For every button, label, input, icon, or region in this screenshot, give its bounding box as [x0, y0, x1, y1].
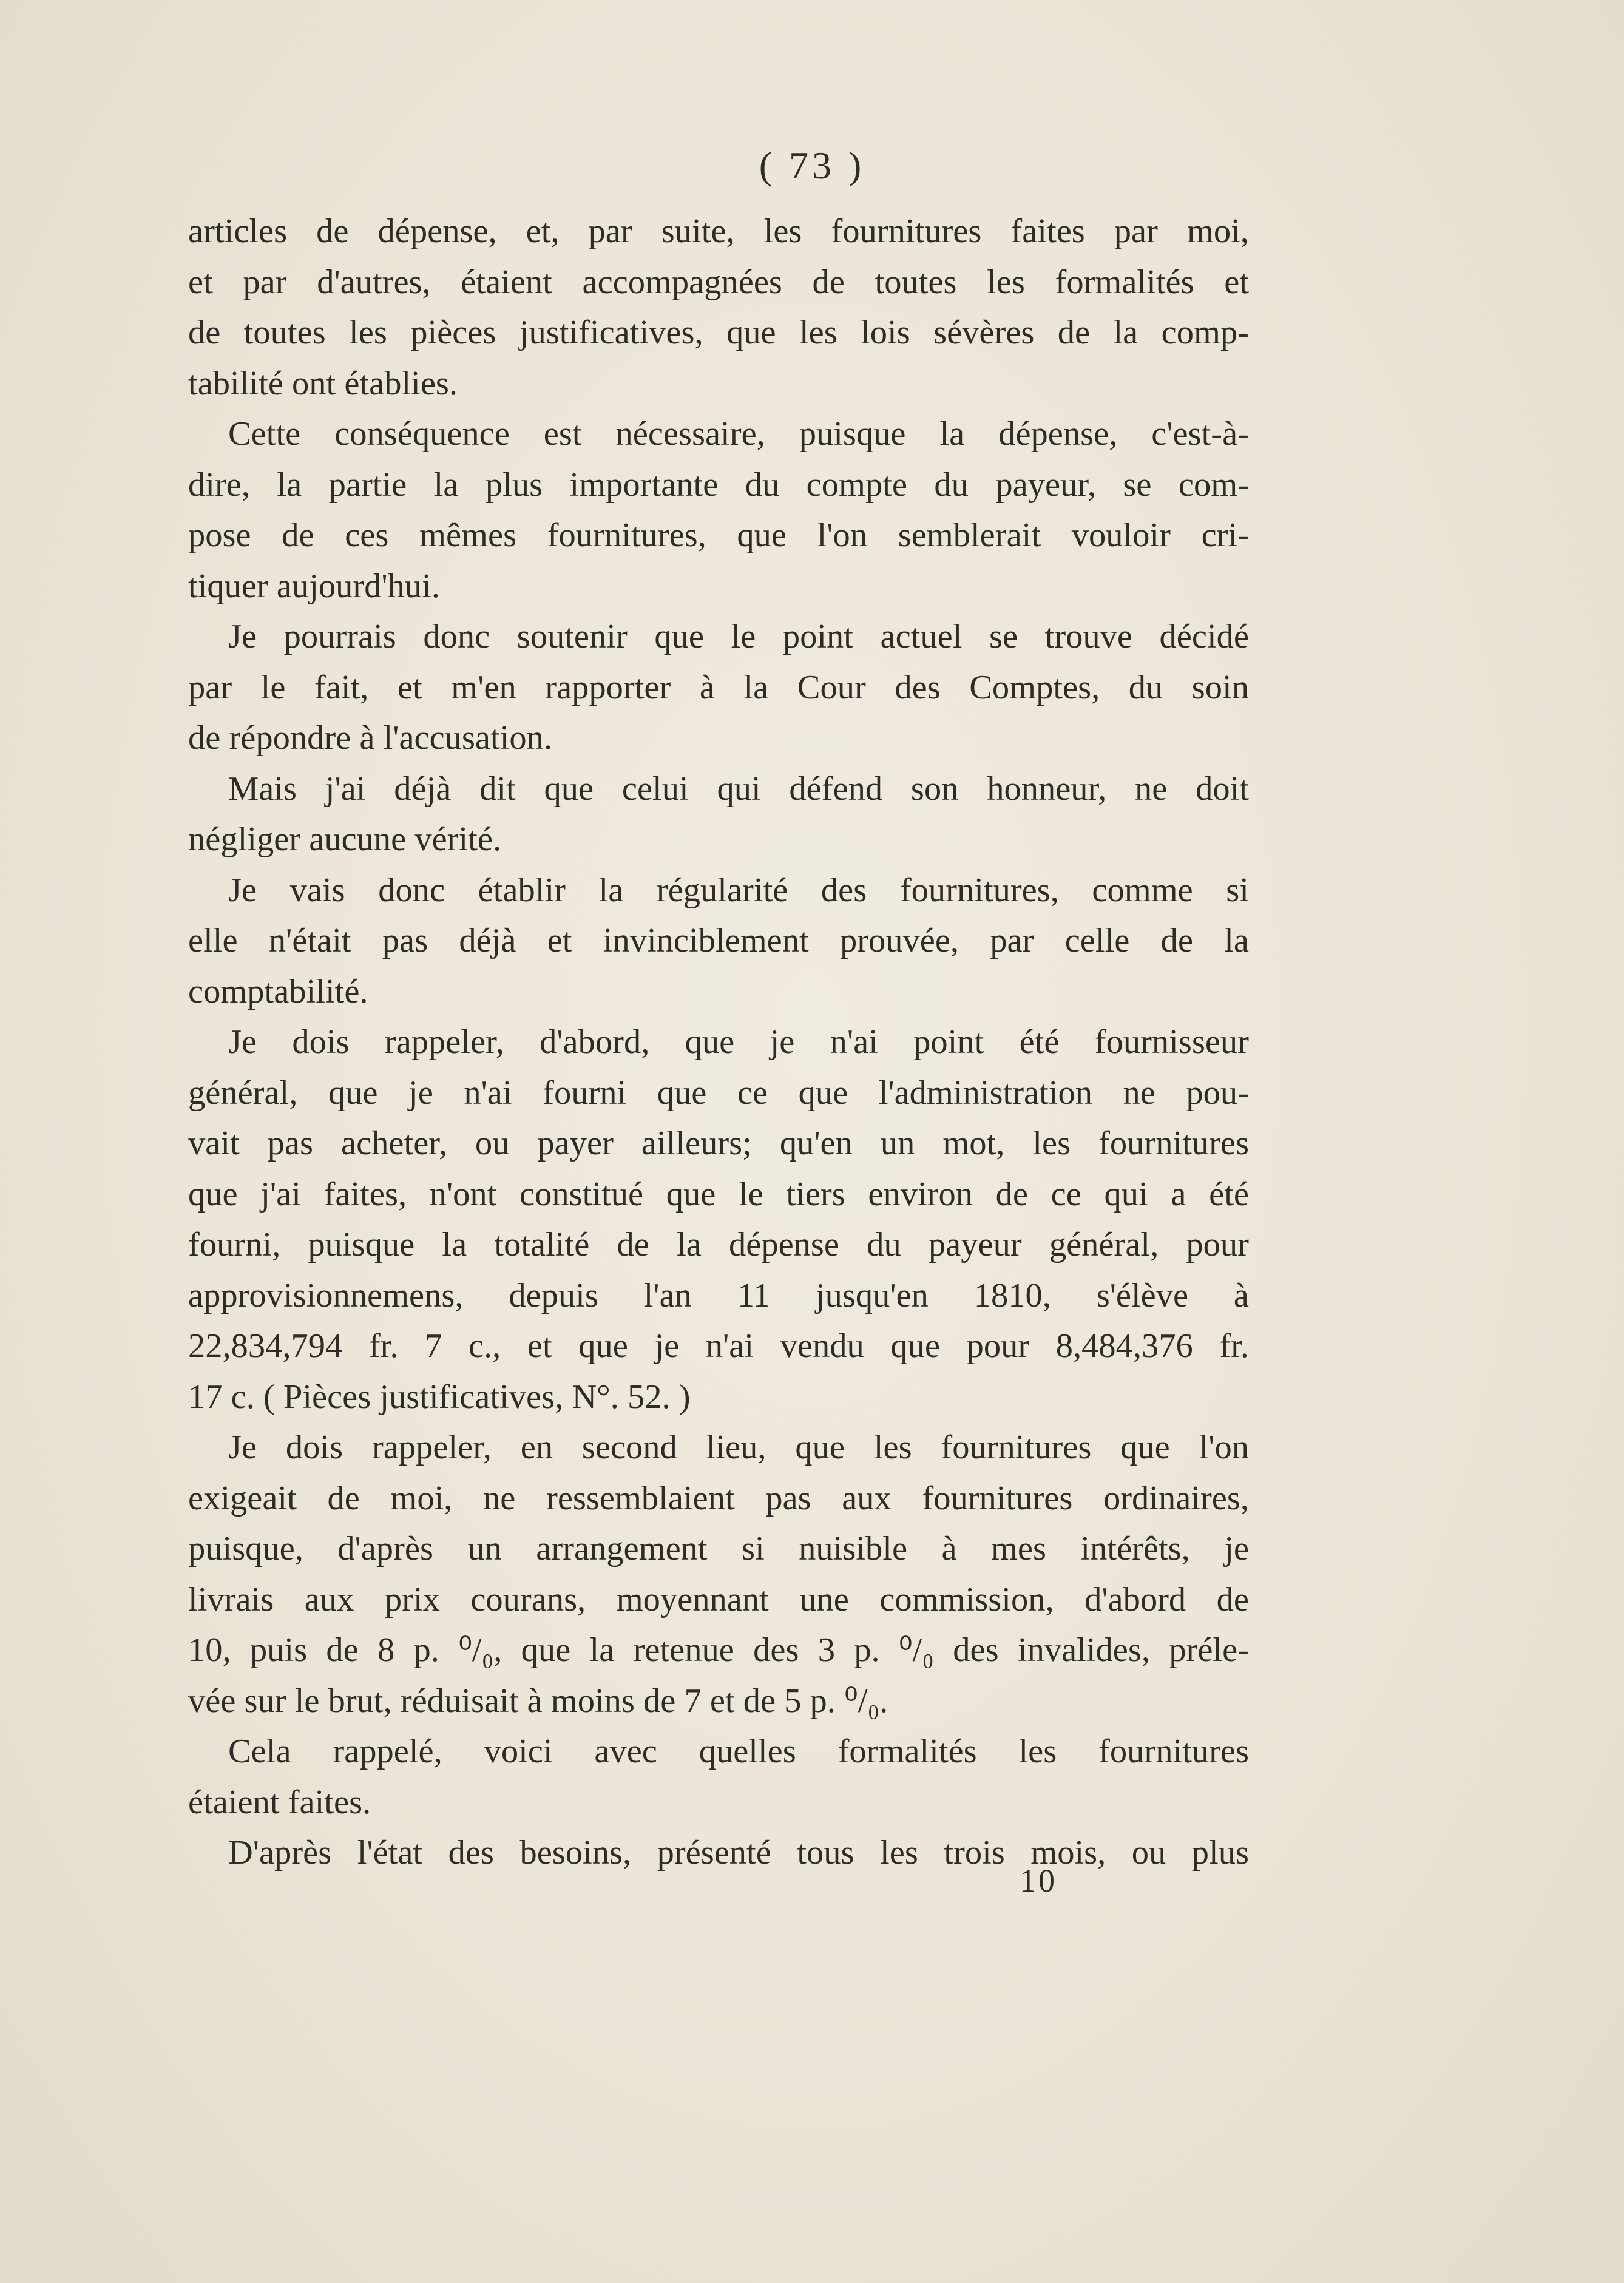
text-line: dire, la partie la plus importante du compte du payeur, se com-: [188, 465, 1249, 504]
text-line: exigeait de moi, ne ressemblaient pas aux fournitures ordinaires,: [188, 1479, 1249, 1517]
text-line: de toutes les pièces justificatives, que les lois sévères de la comp-: [188, 314, 1249, 351]
text-line: approvisionnemens, depuis l'an 11 jusqu'en 1810, s'élève à: [188, 1276, 1249, 1314]
signature-mark: 10: [1020, 1862, 1057, 1899]
text-line: 10, puis de 8 p. ⁰/₀, que la retenue des 3 p. ⁰/₀ des invalides, préle-: [188, 1631, 1249, 1669]
text-line: livrais aux prix courans, moyennant une commission, d'abord de: [188, 1580, 1249, 1618]
text-line: Je dois rappeler, en second lieu, que les fournitures que l'on: [228, 1429, 1249, 1466]
text-line: vait pas acheter, ou payer ailleurs; qu'en un mot, les fournitures: [188, 1125, 1249, 1162]
text-line: fourni, puisque la totalité de la dépense du payeur général, pour: [188, 1226, 1249, 1263]
page-number: ( 73 ): [759, 144, 865, 187]
text-line: étaient faites.: [188, 1783, 371, 1821]
text-line: tabilité ont établies.: [188, 364, 458, 402]
text-line: pose de ces mêmes fournitures, que l'on semblerait vouloir cri-: [188, 516, 1249, 554]
text-line: puisque, d'après un arrangement si nuisible à mes intérêts, je: [188, 1530, 1249, 1568]
text-line: Je dois rappeler, d'abord, que je n'ai point été fournisseur: [228, 1023, 1249, 1061]
text-line: général, que je n'ai fourni que ce que l'administration ne pou-: [188, 1074, 1249, 1112]
text-line: elle n'était pas déjà et invinciblement prouvée, par celle de la: [188, 922, 1249, 959]
text-line: 22,834,794 fr. 7 c., et que je n'ai vendu que pour 8,484,376 fr.: [188, 1327, 1249, 1365]
text-line: Je vais donc établir la régularité des fournitures, comme si: [228, 871, 1249, 909]
text-line: Mais j'ai déjà dit que celui qui défend son honneur, ne doit: [228, 769, 1249, 808]
text-line: Cela rappelé, voici avec quelles formalités les fournitures: [228, 1733, 1249, 1770]
text-line: articles de dépense, et, par suite, les fournitures faites par moi,: [188, 212, 1249, 250]
text-line: que j'ai faites, n'ont constitué que le tiers environ de ce qui a été: [188, 1175, 1249, 1213]
text-line: et par d'autres, étaient accompagnées de toutes les formalités et: [188, 263, 1249, 301]
text-line: vée sur le brut, réduisait à moins de 7 et de 5 p. ⁰/₀.: [188, 1682, 888, 1720]
text-line: tiquer aujourd'hui.: [188, 567, 441, 605]
text-line: 17 c. ( Pièces justificatives, N°. 52. ): [188, 1378, 691, 1416]
body-text: [188, 206, 1249, 1879]
text-line: par le fait, et m'en rapporter à la Cour des Comptes, du soin: [188, 668, 1249, 706]
text-line: comptabilité.: [188, 972, 368, 1010]
text-line: Cette conséquence est nécessaire, puisque la dépense, c'est-à-: [228, 415, 1249, 453]
text-line: Je pourrais donc soutenir que le point actuel se trouve décidé: [228, 618, 1249, 655]
text-line: D'après l'état des besoins, présenté tous les trois mois, ou plus: [228, 1834, 1249, 1872]
text-line: de répondre à l'accusation.: [188, 719, 553, 757]
text-line: négliger aucune vérité.: [188, 820, 502, 858]
